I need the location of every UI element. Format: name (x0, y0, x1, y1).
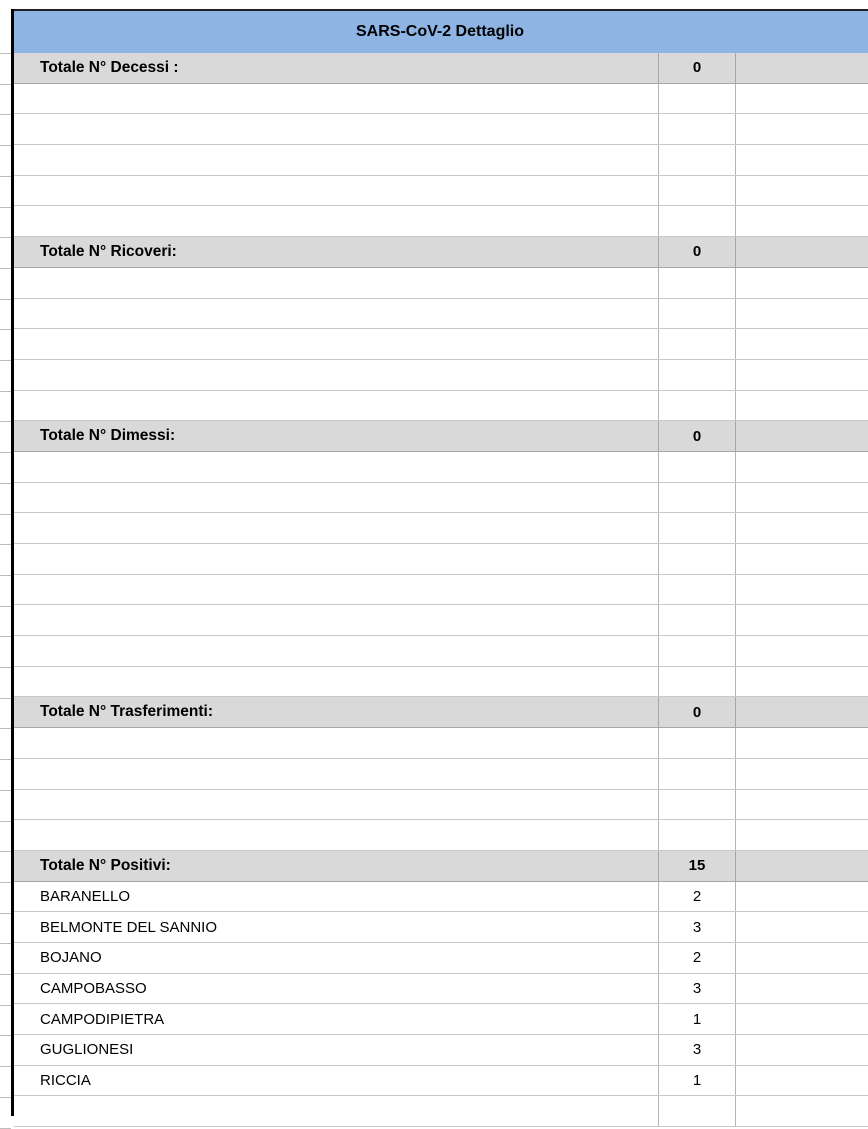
empty-cell[interactable] (14, 299, 658, 329)
row-divider (0, 943, 11, 944)
empty-cell[interactable] (735, 299, 868, 329)
empty-cell[interactable] (658, 544, 735, 574)
row-divider (0, 1128, 11, 1129)
empty-cell[interactable] (735, 421, 868, 451)
empty-cell[interactable] (14, 206, 658, 236)
section-total-value[interactable]: 0 (658, 697, 735, 727)
empty-cell[interactable] (735, 176, 868, 206)
section-total-value[interactable]: 15 (658, 851, 735, 881)
empty-row[interactable] (14, 483, 868, 514)
row-divider (0, 84, 11, 85)
empty-cell[interactable] (735, 759, 868, 789)
empty-cell[interactable] (658, 84, 735, 114)
empty-cell[interactable] (14, 790, 658, 820)
empty-row[interactable] (14, 667, 868, 698)
row-divider (0, 821, 11, 822)
empty-cell[interactable] (658, 483, 735, 513)
empty-cell[interactable] (735, 513, 868, 543)
row-divider (0, 360, 11, 361)
empty-cell[interactable] (658, 329, 735, 359)
empty-row[interactable] (14, 759, 868, 790)
empty-cell[interactable] (658, 360, 735, 390)
row-divider (0, 698, 11, 699)
municipality-name[interactable]: RICCIA (40, 1072, 91, 1090)
section-total-label[interactable]: Totale N° Dimessi: (40, 427, 176, 445)
municipality-name[interactable]: BELMONTE DEL SANNIO (40, 918, 217, 936)
empty-cell[interactable] (14, 268, 658, 298)
empty-cell[interactable] (14, 759, 658, 789)
empty-cell[interactable] (658, 513, 735, 543)
top-strip (0, 0, 868, 8)
empty-cell[interactable] (14, 728, 658, 758)
row-divider (0, 421, 11, 422)
row-divider (0, 114, 11, 115)
empty-row[interactable] (14, 820, 868, 851)
row-divider (0, 299, 11, 300)
empty-cell[interactable] (658, 636, 735, 666)
empty-cell[interactable] (14, 114, 658, 144)
empty-cell[interactable] (735, 145, 868, 175)
row-divider (0, 606, 11, 607)
empty-cell[interactable] (658, 268, 735, 298)
section-total-row[interactable] (14, 53, 868, 84)
row-header-strip (0, 0, 11, 1116)
empty-row[interactable] (14, 176, 868, 207)
empty-cell[interactable] (735, 851, 868, 881)
sheet-title-header[interactable] (12, 9, 868, 53)
table-row[interactable] (14, 1004, 868, 1035)
empty-cell[interactable] (735, 575, 868, 605)
municipality-count[interactable]: 1 (658, 1004, 735, 1034)
empty-cell[interactable] (658, 299, 735, 329)
empty-cell[interactable] (735, 667, 868, 697)
empty-cell[interactable] (14, 667, 658, 697)
empty-cell[interactable] (735, 974, 868, 1004)
row-divider (0, 882, 11, 883)
section-total-value[interactable]: 0 (658, 421, 735, 451)
empty-cell[interactable] (14, 483, 658, 513)
empty-row[interactable] (14, 299, 868, 330)
empty-cell[interactable] (735, 943, 868, 973)
empty-row[interactable] (14, 575, 868, 606)
section-total-row[interactable] (14, 421, 868, 452)
row-divider (0, 1066, 11, 1067)
empty-cell[interactable] (14, 1096, 658, 1126)
section-total-label[interactable]: Totale N° Trasferimenti: (40, 703, 214, 721)
empty-cell[interactable] (658, 820, 735, 850)
empty-cell[interactable] (735, 1035, 868, 1065)
empty-row[interactable] (14, 114, 868, 145)
table-row[interactable] (14, 974, 868, 1005)
empty-cell[interactable] (14, 84, 658, 114)
empty-cell[interactable] (735, 912, 868, 942)
empty-row[interactable] (14, 636, 868, 667)
empty-row[interactable] (14, 206, 868, 237)
table-row[interactable] (14, 912, 868, 943)
municipality-count[interactable]: 2 (658, 943, 735, 973)
empty-cell[interactable] (735, 452, 868, 482)
empty-row[interactable] (14, 790, 868, 821)
empty-cell[interactable] (735, 268, 868, 298)
empty-cell[interactable] (735, 360, 868, 390)
section-total-value[interactable]: 0 (658, 53, 735, 83)
empty-cell[interactable] (658, 206, 735, 236)
empty-cell[interactable] (658, 667, 735, 697)
empty-row[interactable] (14, 268, 868, 299)
empty-row[interactable] (14, 452, 868, 483)
municipality-name[interactable]: GUGLIONESI (40, 1041, 134, 1059)
empty-cell[interactable] (658, 605, 735, 635)
empty-cell[interactable] (14, 145, 658, 175)
empty-cell[interactable] (14, 636, 658, 666)
empty-cell[interactable] (735, 391, 868, 421)
empty-cell[interactable] (658, 114, 735, 144)
empty-cell[interactable] (14, 176, 658, 206)
row-divider (0, 329, 11, 330)
empty-cell[interactable] (14, 575, 658, 605)
row-divider (0, 1005, 11, 1006)
table-row[interactable] (14, 1066, 868, 1097)
data-grid (14, 53, 868, 1127)
row-divider (0, 575, 11, 576)
municipality-count[interactable]: 2 (658, 882, 735, 912)
empty-cell[interactable] (658, 759, 735, 789)
row-divider (0, 237, 11, 238)
empty-row[interactable] (14, 605, 868, 636)
empty-row[interactable] (14, 84, 868, 115)
section-total-row[interactable] (14, 697, 868, 728)
municipality-count[interactable]: 3 (658, 974, 735, 1004)
empty-cell[interactable] (658, 575, 735, 605)
municipality-count[interactable]: 3 (658, 1035, 735, 1065)
row-divider (0, 759, 11, 760)
municipality-name[interactable]: CAMPOBASSO (40, 979, 147, 997)
section-total-value[interactable]: 0 (658, 237, 735, 267)
empty-cell[interactable] (735, 728, 868, 758)
empty-cell[interactable] (735, 605, 868, 635)
row-divider (0, 544, 11, 545)
empty-cell[interactable] (14, 544, 658, 574)
empty-row[interactable] (14, 329, 868, 360)
row-divider (0, 1097, 11, 1098)
empty-cell[interactable] (735, 237, 868, 267)
empty-cell[interactable] (14, 391, 658, 421)
empty-cell[interactable] (14, 513, 658, 543)
municipality-name[interactable]: BOJANO (40, 949, 102, 967)
empty-cell[interactable] (735, 53, 868, 83)
empty-cell[interactable] (735, 1096, 868, 1126)
row-divider (0, 667, 11, 668)
municipality-name[interactable]: BARANELLO (40, 887, 131, 905)
empty-cell[interactable] (658, 176, 735, 206)
table-row[interactable] (14, 943, 868, 974)
section-total-label[interactable]: Totale N° Decessi : (40, 58, 179, 76)
empty-cell[interactable] (14, 329, 658, 359)
empty-row[interactable] (14, 728, 868, 759)
empty-cell[interactable] (658, 391, 735, 421)
row-divider (0, 268, 11, 269)
table-row[interactable] (14, 1035, 868, 1066)
row-divider (0, 391, 11, 392)
row-divider (0, 514, 11, 515)
empty-cell[interactable] (14, 360, 658, 390)
row-divider (0, 851, 11, 852)
table-row[interactable] (14, 882, 868, 913)
empty-cell[interactable] (735, 114, 868, 144)
municipality-name[interactable]: CAMPODIPIETRA (40, 1010, 165, 1028)
empty-cell[interactable] (658, 145, 735, 175)
empty-cell[interactable] (14, 820, 658, 850)
row-divider (0, 913, 11, 914)
empty-row[interactable] (14, 360, 868, 391)
section-total-label[interactable]: Totale N° Ricoveri: (40, 242, 177, 260)
empty-row[interactable] (14, 544, 868, 575)
row-divider (0, 452, 11, 453)
row-divider (0, 1035, 11, 1036)
section-total-row[interactable] (14, 237, 868, 268)
row-divider (0, 483, 11, 484)
row-divider (0, 728, 11, 729)
sheet-title: SARS-CoV-2 Dettaglio (355, 23, 524, 40)
empty-cell[interactable] (735, 1066, 868, 1096)
empty-cell[interactable] (735, 483, 868, 513)
empty-row[interactable] (14, 1096, 868, 1127)
empty-cell[interactable] (735, 1004, 868, 1034)
row-divider (0, 207, 11, 208)
empty-cell[interactable] (735, 206, 868, 236)
empty-cell[interactable] (735, 882, 868, 912)
empty-cell[interactable] (14, 452, 658, 482)
empty-cell[interactable] (735, 544, 868, 574)
empty-cell[interactable] (658, 790, 735, 820)
row-divider (0, 790, 11, 791)
empty-cell[interactable] (735, 697, 868, 727)
empty-cell[interactable] (14, 605, 658, 635)
row-divider (0, 53, 11, 54)
municipality-count[interactable]: 3 (658, 912, 735, 942)
section-total-row[interactable] (14, 851, 868, 882)
empty-cell[interactable] (735, 790, 868, 820)
empty-cell[interactable] (658, 452, 735, 482)
empty-cell[interactable] (658, 1096, 735, 1126)
empty-cell[interactable] (658, 728, 735, 758)
empty-cell[interactable] (735, 820, 868, 850)
empty-cell[interactable] (735, 84, 868, 114)
municipality-count[interactable]: 1 (658, 1066, 735, 1096)
row-divider (0, 636, 11, 637)
row-divider (0, 974, 11, 975)
row-divider (0, 176, 11, 177)
empty-row[interactable] (14, 145, 868, 176)
empty-cell[interactable] (735, 329, 868, 359)
empty-row[interactable] (14, 391, 868, 422)
empty-row[interactable] (14, 513, 868, 544)
row-divider (0, 145, 11, 146)
section-total-label[interactable]: Totale N° Positivi: (40, 856, 171, 874)
empty-cell[interactable] (735, 636, 868, 666)
